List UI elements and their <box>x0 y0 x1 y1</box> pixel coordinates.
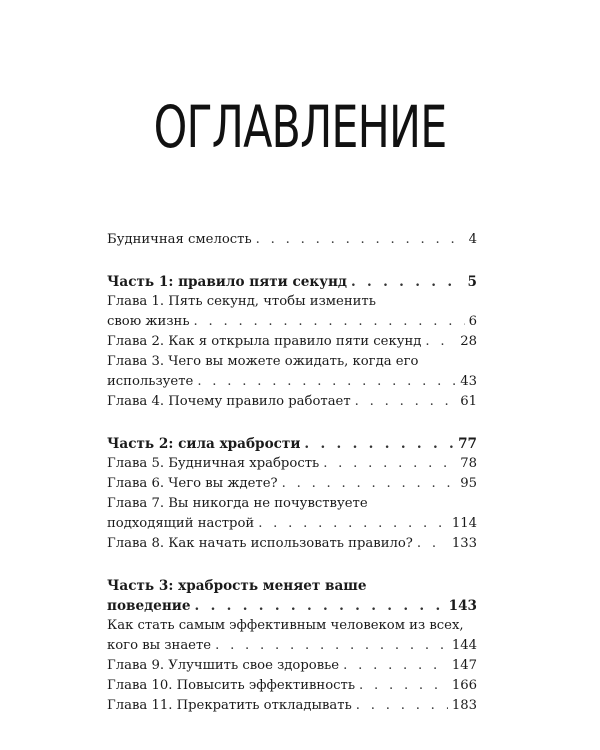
chapter-page: 28 <box>460 334 477 349</box>
dot-leader <box>323 454 456 474</box>
dot-leader <box>351 272 464 292</box>
dot-leader <box>197 372 456 392</box>
toc-parts <box>107 250 477 716</box>
chapter-title: Глава 10. Повысить эффективность <box>107 678 355 693</box>
dot-leader <box>355 392 457 412</box>
part-title-line[interactable]: Часть 3: храбрость меняет ваше <box>107 578 367 594</box>
chapter-page: 78 <box>460 456 477 471</box>
section-gap <box>107 412 477 434</box>
dot-leader <box>256 230 465 250</box>
toc-entry-label: Будничная смелость <box>107 232 252 247</box>
chapter-page: 114 <box>451 516 477 531</box>
chapter-title: используете <box>107 374 194 389</box>
chapter-page: 95 <box>460 476 477 491</box>
dot-leader <box>343 656 448 676</box>
dot-leader <box>356 696 448 716</box>
part-page: 143 <box>448 598 477 614</box>
chapter-title: Глава 9. Улучшить свое здоровье <box>107 658 340 673</box>
part-title: Часть 2: сила храбрости <box>107 436 301 452</box>
part-page: 77 <box>458 436 477 452</box>
chapter-entry[interactable] <box>107 474 477 494</box>
chapter-page: 147 <box>451 658 477 673</box>
chapter-page: 166 <box>451 678 477 693</box>
dot-leader <box>215 636 448 656</box>
chapter-entry[interactable] <box>107 696 477 716</box>
chapter-entry[interactable] <box>107 676 477 696</box>
section-gap <box>107 250 477 272</box>
chapter-entry[interactable] <box>107 312 477 332</box>
chapter-page: 43 <box>460 374 477 389</box>
dot-leader <box>304 434 454 454</box>
toc-entry-page: 4 <box>468 232 477 247</box>
chapter-title-line[interactable]: Глава 7. Вы никогда не почувствуете <box>107 496 368 511</box>
chapter-title: подходящий настрой <box>107 516 255 531</box>
chapter-page: 6 <box>468 314 477 329</box>
chapter-title: Глава 6. Чего вы ждете? <box>107 476 278 491</box>
chapter-title: Глава 4. Почему правило работает <box>107 394 351 409</box>
chapter-page: 183 <box>451 698 477 713</box>
table-of-contents <box>107 230 477 716</box>
dot-leader <box>282 474 457 494</box>
chapter-title: Глава 2. Как я открыла правило пяти секунд <box>107 334 422 349</box>
chapter-title-line[interactable]: Глава 1. Пять секунд, чтобы изменить <box>107 294 376 309</box>
part-heading[interactable] <box>107 434 477 454</box>
chapter-title: свою жизнь <box>107 314 190 329</box>
chapter-entry[interactable] <box>107 636 477 656</box>
dot-leader <box>258 514 448 534</box>
chapter-title: Глава 8. Как начать использовать правило? <box>107 536 413 551</box>
chapter-page: 61 <box>460 394 477 409</box>
chapter-page: 144 <box>451 638 477 653</box>
toc-entry-intro[interactable] <box>107 230 477 250</box>
chapter-title-line[interactable]: Как стать самым эффективным человеком из всех, <box>107 618 464 633</box>
chapter-entry[interactable] <box>107 514 477 534</box>
part-page: 5 <box>467 274 477 290</box>
part-title: поведение <box>107 598 191 614</box>
part-heading[interactable] <box>107 272 477 292</box>
chapter-entry[interactable] <box>107 332 477 352</box>
chapter-entry[interactable] <box>107 372 477 392</box>
page-title: ОГЛАВЛЕНИЕ <box>153 93 447 161</box>
dot-leader <box>417 534 448 554</box>
chapter-title: кого вы знаете <box>107 638 212 653</box>
chapter-page: 133 <box>451 536 477 551</box>
part-title: Часть 1: правило пяти секунд <box>107 274 347 290</box>
chapter-title: Глава 11. Прекратить откладывать <box>107 698 352 713</box>
chapter-entry[interactable] <box>107 454 477 474</box>
dot-leader <box>425 332 456 352</box>
dot-leader <box>195 596 445 616</box>
part-heading[interactable] <box>107 596 477 616</box>
dot-leader <box>194 312 465 332</box>
chapter-title: Глава 5. Будничная храбрость <box>107 456 320 471</box>
chapter-entry[interactable] <box>107 656 477 676</box>
section-gap <box>107 554 477 576</box>
dot-leader <box>359 676 448 696</box>
chapter-entry[interactable] <box>107 392 477 412</box>
chapter-entry[interactable] <box>107 534 477 554</box>
chapter-title-line[interactable]: Глава 3. Чего вы можете ожидать, когда его <box>107 354 419 369</box>
